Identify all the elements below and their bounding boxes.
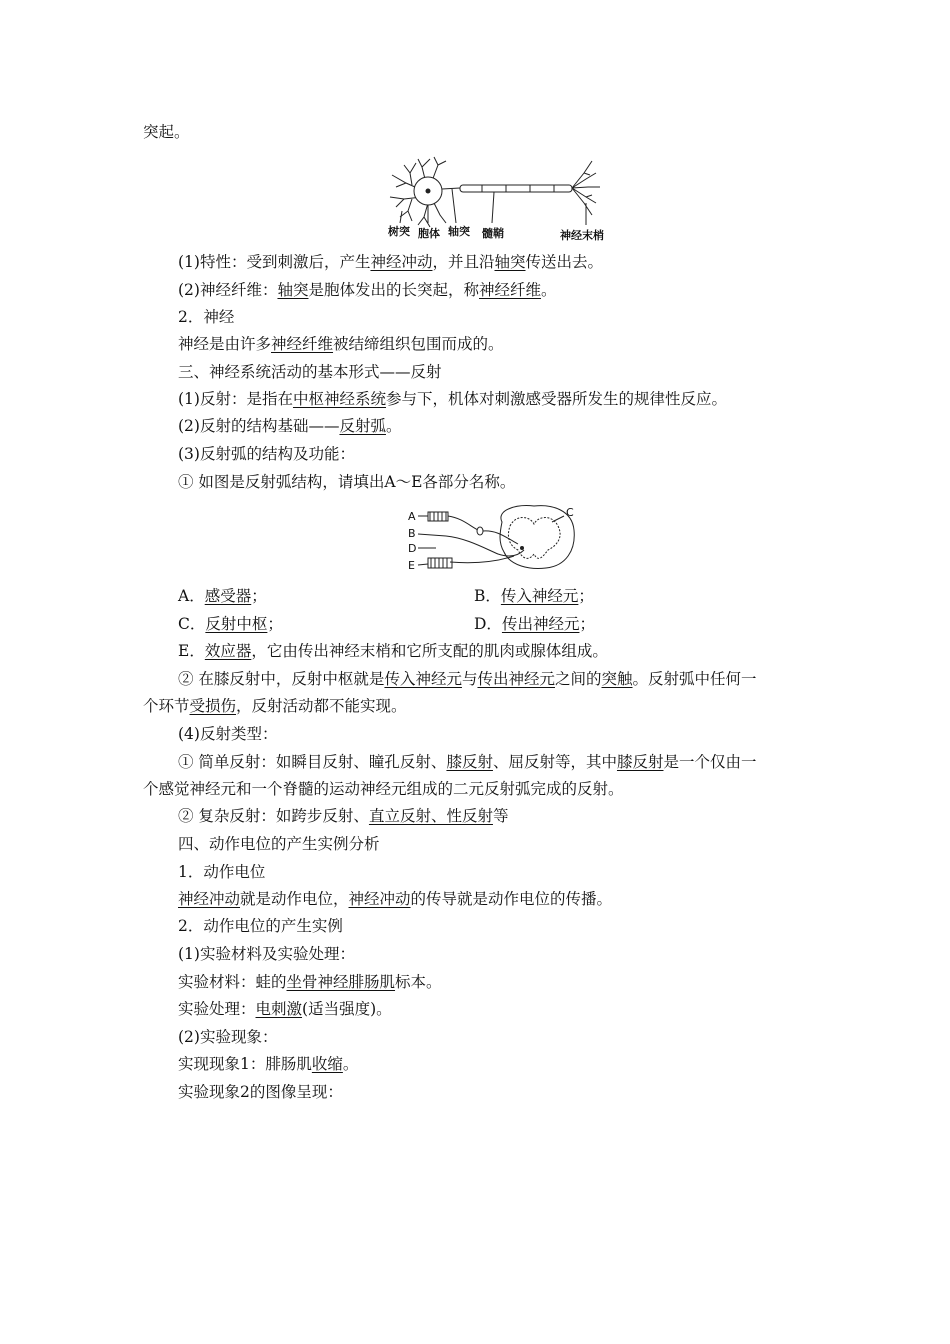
- text: 标本。: [395, 973, 442, 991]
- answer: 传出神经元: [477, 670, 555, 688]
- text: (适当强度)。: [302, 1000, 392, 1018]
- text: 参与下，机体对刺激感受器所发生的规律性反应。: [385, 390, 727, 408]
- text: ；: [267, 615, 283, 633]
- text: ① 简单反射：如瞬目反射、瞳孔反射、: [178, 753, 447, 771]
- nerve-text: [178, 334, 504, 354]
- text: 。: [385, 417, 402, 435]
- reflex-types-heading: (4)反射类型：: [178, 725, 278, 743]
- text: ，它由传出神经末梢和它所支配的肌肉或腺体组成。: [251, 642, 608, 660]
- neuron-diagram: [382, 153, 612, 245]
- experiment-phenomena-heading: (2)实验现象：: [178, 1028, 278, 1046]
- neuron-figure: [382, 153, 612, 245]
- phenomenon-1: [178, 1054, 358, 1074]
- text: 与: [461, 670, 478, 688]
- reflex-arc-structure: (3)反射弧的结构及功能：: [178, 445, 355, 463]
- neuron-property-1: [178, 252, 603, 272]
- text: 。: [342, 1055, 359, 1073]
- reflex-basis: [178, 416, 402, 436]
- text: C．: [178, 615, 206, 633]
- text: ，并且沿: [432, 253, 495, 271]
- text: 等: [492, 807, 509, 825]
- answer: 神经冲动: [178, 890, 241, 908]
- neuron-label-dendrite: 树突: [388, 225, 410, 238]
- answer: 传入神经元: [384, 670, 462, 688]
- answer: 神经冲动: [348, 890, 411, 908]
- text: B．: [474, 587, 501, 605]
- answer-c: [178, 614, 283, 634]
- neuron-label-myelin: 髓鞘: [482, 227, 504, 240]
- experiment-treatment: [178, 999, 392, 1019]
- phenomenon-2: 实验现象2的图像呈现：: [178, 1083, 343, 1101]
- text: (2)反射的结构基础——: [178, 417, 340, 435]
- experiment-material: [178, 972, 442, 992]
- answer: 神经纤维: [479, 281, 542, 299]
- intro-tail: 突起。: [143, 123, 190, 141]
- potential-definition: [178, 889, 612, 909]
- text: (1)反射：是指在: [178, 390, 293, 408]
- text: ；: [579, 615, 595, 633]
- answer: 坐骨神经腓肠肌: [286, 973, 396, 991]
- reflex-definition: [178, 389, 727, 409]
- arc-label-b: B: [408, 527, 416, 540]
- answer: 直立反射、性反射: [368, 807, 493, 825]
- simple-reflex-line-1: [178, 752, 757, 772]
- text: A．: [178, 587, 205, 605]
- text: D．: [474, 615, 502, 633]
- text: 是胞体发出的长突起，称: [308, 281, 479, 299]
- answer: 收缩: [311, 1055, 343, 1073]
- text: 是一个仅由一: [663, 753, 757, 771]
- text: 实验处理：: [178, 1000, 256, 1018]
- text: 。: [541, 281, 557, 299]
- potential-heading: 四、动作电位的产生实例分析: [178, 835, 380, 853]
- neuron-property-2: [178, 280, 557, 300]
- text: ② 复杂反射：如跨步反射、: [178, 807, 369, 825]
- text: ；: [251, 587, 267, 605]
- text: ② 在膝反射中，反射中枢就是: [178, 670, 385, 688]
- text: 被结缔组织包围而成的。: [333, 335, 504, 353]
- arc-label-e: E: [408, 559, 415, 572]
- text: 个环节: [143, 697, 190, 715]
- potential-subheading-2: 2．动作电位的产生实例: [178, 917, 343, 935]
- complex-reflex: [178, 806, 508, 826]
- neuron-label-axon: 轴突: [448, 225, 470, 238]
- answer: 轴突: [494, 253, 526, 271]
- text: (1)特性：受到刺激后，产生: [178, 253, 371, 271]
- potential-subheading-1: 1．动作电位: [178, 863, 266, 881]
- answer: 受损伤: [189, 697, 237, 715]
- answer: 传出神经元: [501, 615, 580, 633]
- text: 神经是由许多: [178, 335, 272, 353]
- answer: 膝反射: [616, 753, 664, 771]
- text: (2)神经纤维：: [178, 281, 278, 299]
- reflex-arc-instruction: ① 如图是反射弧结构，请填出A～E各部分名称。: [178, 473, 516, 491]
- answer: 轴突: [277, 281, 309, 299]
- experiment-setup: (1)实验材料及实验处理：: [178, 945, 355, 963]
- answer-b: [474, 586, 594, 606]
- answer-d: [474, 614, 595, 634]
- arc-label-c: C: [566, 506, 574, 519]
- arc-label-a: A: [408, 510, 416, 523]
- answer: 反射中枢: [205, 615, 268, 633]
- text: 实现现象1：腓肠肌: [178, 1055, 312, 1073]
- answer: 膝反射: [446, 753, 493, 771]
- answer-a: [178, 586, 267, 606]
- neuron-label-terminal: 神经末梢: [560, 229, 604, 242]
- text: 就是动作电位，: [240, 890, 349, 908]
- neuron-label-soma: 胞体: [418, 227, 440, 240]
- answer: 中枢神经系统: [292, 390, 386, 408]
- reflex-arc-figure: [406, 500, 582, 580]
- text: 传送出去。: [525, 253, 604, 271]
- reflex-arc-diagram: [406, 500, 582, 580]
- text: 、屈反射等，其中: [492, 753, 617, 771]
- text: 之间的: [554, 670, 602, 688]
- answer: 电刺激: [255, 1000, 303, 1018]
- reflex-heading: 三、神经系统活动的基本形式——反射: [178, 363, 442, 381]
- simple-reflex-line-2: 个感觉神经元和一个脊髓的运动神经元组成的二元反射弧完成的反射。: [143, 780, 624, 798]
- nerve-heading: 2．神经: [178, 308, 235, 326]
- knee-reflex-line-1: [178, 669, 757, 689]
- text: 实验材料：蛙的: [178, 973, 287, 991]
- knee-reflex-line-2: [143, 696, 407, 716]
- answer: 感受器: [204, 587, 252, 605]
- answer: 突触: [601, 670, 633, 688]
- answer: 传入神经元: [500, 587, 579, 605]
- answer: 神经纤维: [271, 335, 334, 353]
- text: 的传导就是动作电位的传播。: [410, 890, 613, 908]
- answer-e: [178, 641, 608, 661]
- answer: 神经冲动: [370, 253, 433, 271]
- text: E．: [178, 642, 205, 660]
- text: 。反射弧中任何一: [632, 670, 757, 688]
- answer: 反射弧: [339, 417, 386, 435]
- text: ，反射活动都不能实现。: [236, 697, 407, 715]
- answer: 效应器: [204, 642, 252, 660]
- arc-label-d: D: [408, 542, 417, 555]
- text: ；: [578, 587, 594, 605]
